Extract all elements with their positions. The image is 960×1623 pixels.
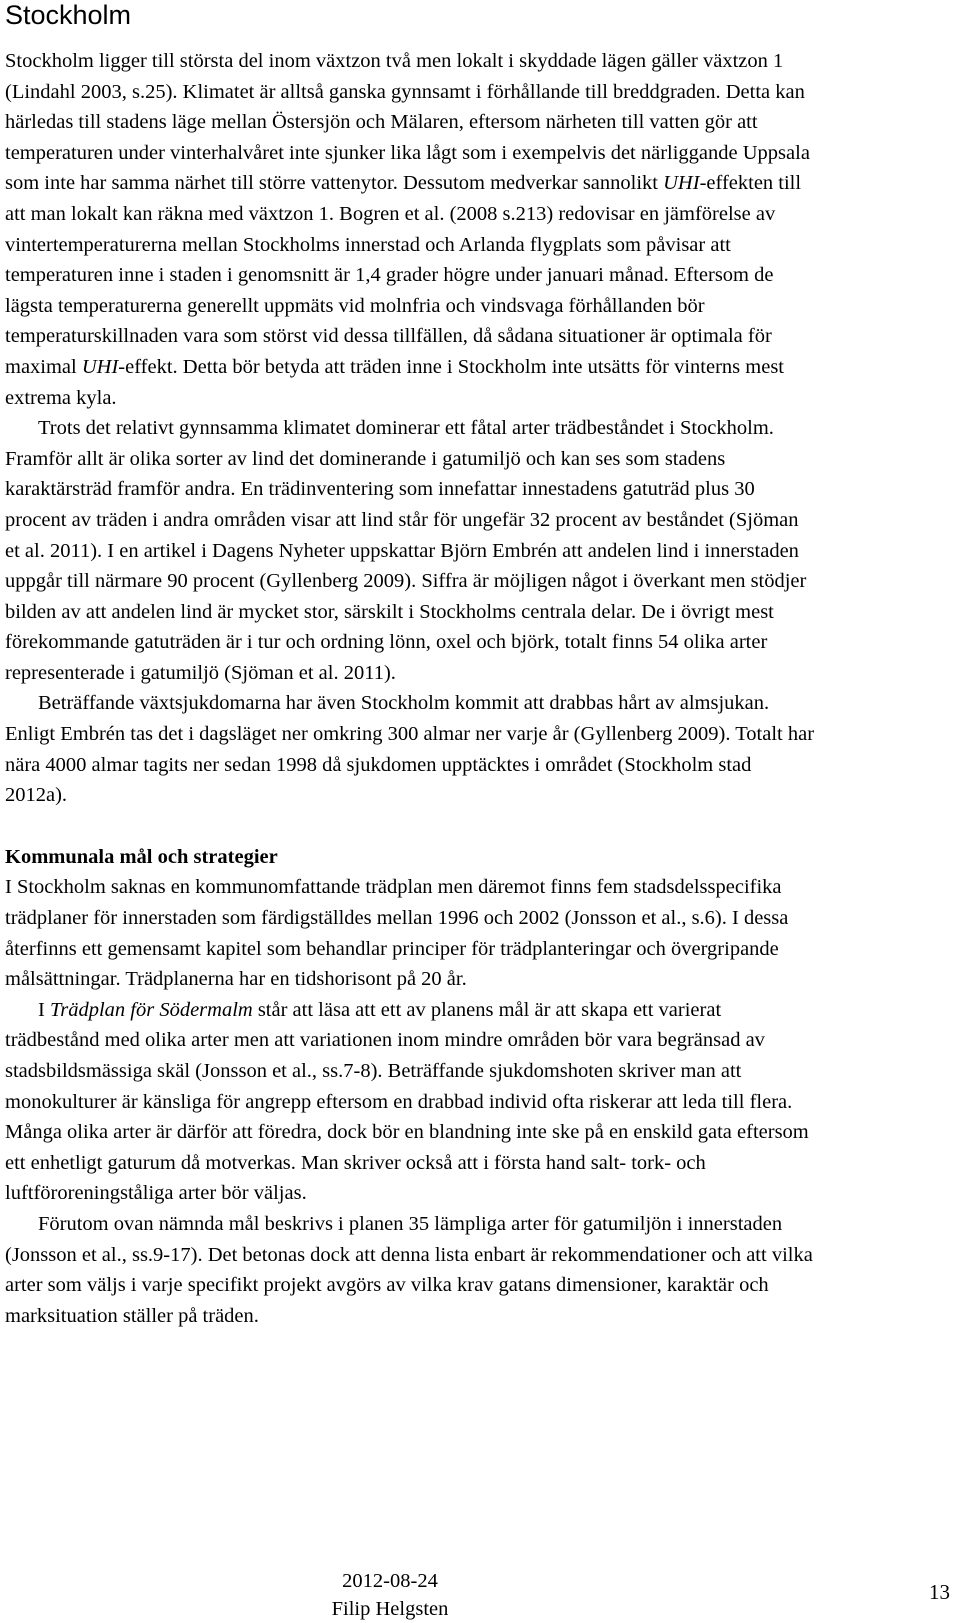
text-run: Beträffande växtsjukdomarna har även Stockholm kommit att drabbas hårt av almsjukan. Enligt Embrén tas det i dagsläget ner omkring 300 almar ner varje år (Gyllenberg 2009). Totalt har nära 4000 almar tagits ner sedan 1998 då sjukdomen upptäcktes i området (Stockholm stad 2012a). [5, 692, 815, 807]
section-body [5, 46, 815, 811]
italic-text: Trädplan för Södermalm [49, 998, 253, 1021]
paragraph [5, 413, 815, 688]
text-run: I Stockholm saknas en kommunomfattande trädplan men däremot finns fem stadsdelsspecifika trädplaner för innerstaden som färdigställdes mellan 1996 och 2002 (Jonsson et al., s.6). I dessa återfinns ett gemensamt kapitel som behandlar principer för trädplanteringar och övergripande målsättningar. Trädplanerna har en tidshorisont på 20 år. [5, 876, 789, 991]
page-footer [0, 1567, 780, 1623]
text-run: I [38, 998, 50, 1021]
italic-text: UHI [81, 355, 119, 378]
section-title: Stockholm [5, 0, 132, 30]
subsection-body [5, 872, 815, 1331]
paragraph [5, 995, 815, 1209]
document-page [5, 0, 815, 1331]
footer-author: Filip Helgsten [331, 1598, 449, 1620]
italic-text: UHI [663, 172, 700, 195]
text-run: Förutom ovan nämnda mål beskrivs i planen 35 lämpliga arter för gatumiljön i innerstaden (Jonsson et al., ss.9-17). Det betonas dock att denna lista enbart är rekommendationer och att vilka arter som väljs i varje specifikt projekt avgörs av vilka krav gatans dimensioner, karaktär och marksituation ställer på träden. [5, 1212, 813, 1327]
paragraph [5, 688, 815, 810]
paragraph [5, 1209, 815, 1331]
text-run: står att läsa att ett av planens mål är att skapa ett varierat trädbestånd med olika arter men att variationen inom mindre områden bör vara begränsad av stadsbildsmässiga skäl (Jonsson et al., ss.7-8). Beträffande sjukdomshoten skriver man att monokulturer är känsliga för angrepp eftersom en drabbad individ ofta riskerar att leda till flera. Många olika arter är därför att föredra, dock bör en blandning inte ske på en enskild gata eftersom ett enhetligt gaturum då motverkas. Man skriver också att i första hand salt- tork- och luftföroreningståliga arter bör väljas. [5, 998, 809, 1205]
text-run: Trots det relativt gynnsamma klimatet dominerar ett fåtal arter trädbeståndet i Stockholm. Framför allt är olika sorter av lind det dominerande i gatumiljö och kan ses som stadens karaktärsträd framför andra. En trädinventering som innefattar innestadens gatuträd plus 30 procent av träden i andra områden visar att lind står för ungefär 32 procent av beståndet (Sjöman et al. 2011). I en artikel i Dagens Nyheter uppskattar Björn Embrén att andelen lind i innerstaden uppgår till närmare 90 procent (Gyllenberg 2009). Siffra är möjligen något i överkant men stödjer bilden av att andelen lind är mycket stor, särskilt i Stockholms centrala delar. De i övrigt mest förekommande gatuträden är i tur och ordning lönn, oxel och björk, totalt finns 54 olika arter representerade i gatumiljö (Sjöman et al. 2011). [5, 417, 807, 684]
text-run: -effekten till att man lokalt kan räkna med växtzon 1. Bogren et al. (2008 s.213) redovisar en jämförelse av vintertemperaturerna mellan Stockholms innerstad och Arlanda flygplats som påvisar att temperaturen inne i staden i genomsnitt är 1,4 grader högre under januari månad. Eftersom de lägsta temperaturerna generellt uppmäts vid molnfria och vindsvaga förhållanden bör temperaturskillnaden vara som störst vid dessa tillfällen, då sådana situationer är optimala för maximal [5, 172, 802, 378]
text-run: -effekt. Detta bör betyda att träden inne i Stockholm inte utsätts för vinterns mest extrema kyla. [5, 355, 784, 409]
page-number: 13 [929, 1580, 950, 1604]
paragraph [5, 872, 815, 994]
footer-date: 2012-08-24 [342, 1570, 438, 1592]
subsection-title: Kommunala mål och strategier [5, 845, 278, 868]
paragraph [5, 46, 815, 413]
text-run: Stockholm ligger till största del inom växtzon två men lokalt i skyddade lägen gäller växtzon 1 (Lindahl 2003, s.25). Klimatet är alltså ganska gynnsamt i förhållande till breddgraden. Detta kan härledas till stadens läge mellan Östersjön och Mälaren, eftersom närheten till vatten gör att temperaturen under vinterhalvåret inte sjunker lika lågt som i exempelvis det närliggande Uppsala som inte har samma närhet till större vattenytor. Dessutom medverkar sannolikt [5, 50, 810, 195]
